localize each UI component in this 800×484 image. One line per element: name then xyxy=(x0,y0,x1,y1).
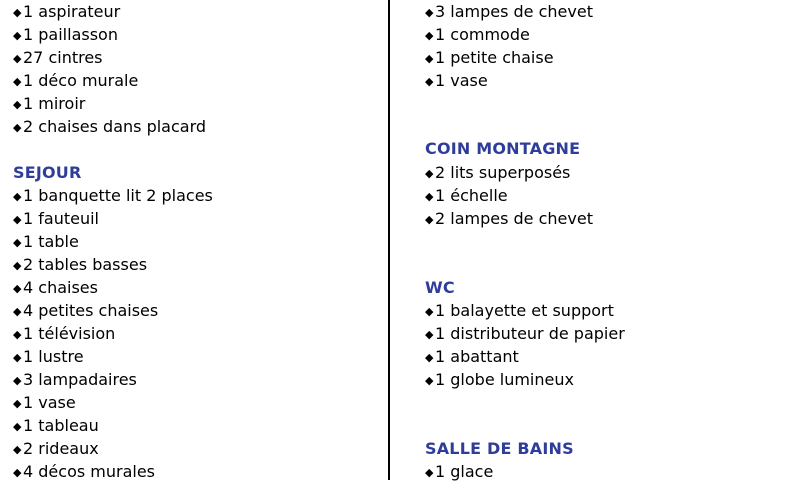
diamond-bullet-icon: ◆ xyxy=(425,190,434,203)
section-title-sejour: SEJOUR xyxy=(13,163,82,182)
list-item: ◆1 banquette lit 2 places xyxy=(13,184,213,207)
list-item: ◆1 glace xyxy=(425,460,493,483)
diamond-bullet-icon: ◆ xyxy=(425,75,434,88)
list-item: ◆2 lampes de chevet xyxy=(425,207,593,230)
diamond-bullet-icon: ◆ xyxy=(13,466,22,479)
diamond-bullet-icon: ◆ xyxy=(13,98,22,111)
diamond-bullet-icon: ◆ xyxy=(13,351,22,364)
column-divider xyxy=(388,0,390,480)
diamond-bullet-icon: ◆ xyxy=(13,374,22,387)
diamond-bullet-icon: ◆ xyxy=(425,213,434,226)
list-item: ◆4 petites chaises xyxy=(13,299,158,322)
list-item: ◆2 rideaux xyxy=(13,437,99,460)
diamond-bullet-icon: ◆ xyxy=(13,328,22,341)
section-title-coin-montagne: COIN MONTAGNE xyxy=(425,139,581,158)
list-item: ◆1 table xyxy=(13,230,79,253)
diamond-bullet-icon: ◆ xyxy=(13,259,22,272)
list-item: ◆27 cintres xyxy=(13,46,103,69)
section-title-salle-de-bains: SALLE DE BAINS xyxy=(425,439,574,458)
list-item: ◆1 aspirateur xyxy=(13,0,120,23)
diamond-bullet-icon: ◆ xyxy=(425,374,434,387)
diamond-bullet-icon: ◆ xyxy=(425,29,434,42)
list-item: ◆2 tables basses xyxy=(13,253,147,276)
list-item: ◆1 lustre xyxy=(13,345,84,368)
list-item: ◆1 vase xyxy=(425,69,488,92)
diamond-bullet-icon: ◆ xyxy=(13,29,22,42)
list-item: ◆1 globe lumineux xyxy=(425,368,574,391)
list-item: ◆1 distributeur de papier xyxy=(425,322,625,345)
diamond-bullet-icon: ◆ xyxy=(13,190,22,203)
diamond-bullet-icon: ◆ xyxy=(425,328,434,341)
list-item: ◆4 chaises xyxy=(13,276,98,299)
diamond-bullet-icon: ◆ xyxy=(425,351,434,364)
list-item: ◆1 fauteuil xyxy=(13,207,99,230)
diamond-bullet-icon: ◆ xyxy=(425,167,434,180)
list-item: ◆1 paillasson xyxy=(13,23,118,46)
list-item: ◆3 lampes de chevet xyxy=(425,0,593,23)
diamond-bullet-icon: ◆ xyxy=(13,420,22,433)
diamond-bullet-icon: ◆ xyxy=(13,6,22,19)
diamond-bullet-icon: ◆ xyxy=(13,213,22,226)
list-item: ◆1 abattant xyxy=(425,345,519,368)
list-item: ◆1 échelle xyxy=(425,184,508,207)
diamond-bullet-icon: ◆ xyxy=(13,236,22,249)
diamond-bullet-icon: ◆ xyxy=(13,282,22,295)
list-item: ◆1 miroir xyxy=(13,92,85,115)
diamond-bullet-icon: ◆ xyxy=(425,305,434,318)
diamond-bullet-icon: ◆ xyxy=(13,52,22,65)
diamond-bullet-icon: ◆ xyxy=(13,397,22,410)
list-item: ◆1 vase xyxy=(13,391,76,414)
list-item: ◆1 télévision xyxy=(13,322,115,345)
diamond-bullet-icon: ◆ xyxy=(425,466,434,479)
diamond-bullet-icon: ◆ xyxy=(13,443,22,456)
diamond-bullet-icon: ◆ xyxy=(425,52,434,65)
list-item: ◆1 commode xyxy=(425,23,530,46)
list-item: ◆1 déco murale xyxy=(13,69,138,92)
list-item: ◆1 tableau xyxy=(13,414,99,437)
section-title-wc: WC xyxy=(425,278,455,297)
list-item: ◆2 chaises dans placard xyxy=(13,115,206,138)
diamond-bullet-icon: ◆ xyxy=(13,121,22,134)
diamond-bullet-icon: ◆ xyxy=(13,75,22,88)
list-item: ◆1 petite chaise xyxy=(425,46,554,69)
list-item: ◆4 décos murales xyxy=(13,460,155,483)
diamond-bullet-icon: ◆ xyxy=(13,305,22,318)
list-item: ◆1 balayette et support xyxy=(425,299,614,322)
diamond-bullet-icon: ◆ xyxy=(425,6,434,19)
list-item: ◆2 lits superposés xyxy=(425,161,570,184)
list-item: ◆3 lampadaires xyxy=(13,368,137,391)
